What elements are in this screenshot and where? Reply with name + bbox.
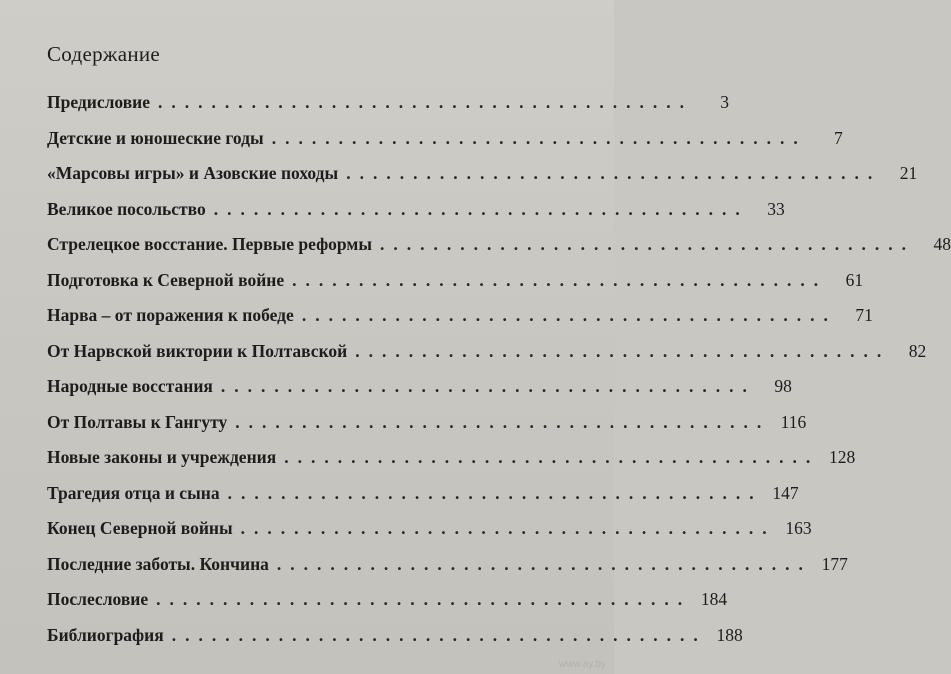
toc-title: Содержание	[47, 42, 161, 66]
toc-entry-page: 177	[821, 553, 848, 574]
watermark: www.ay.by	[558, 659, 606, 670]
dot-leader: ........................................	[240, 518, 776, 538]
dot-leader: ........................................	[213, 198, 749, 219]
toc-entry-page: 71	[855, 305, 873, 325]
dot-leader: ........................................	[301, 305, 837, 325]
toc-entry	[47, 589, 728, 625]
toc-entry-title: От Полтавы к Гангуту	[47, 411, 228, 432]
toc-entry-title: Послесловие	[47, 589, 149, 609]
toc-entry	[47, 269, 864, 306]
dot-leader: ........................................	[292, 269, 828, 290]
toc-entry	[47, 482, 799, 519]
toc-entry-page: 163	[785, 518, 812, 538]
toc-entry-page: 116	[780, 411, 807, 432]
dot-leader: ........................................	[235, 411, 771, 432]
toc-entry	[47, 447, 856, 483]
toc-entry	[47, 340, 927, 377]
toc-entry	[47, 305, 873, 341]
toc-entry	[47, 518, 812, 554]
toc-entry-title: Конец Северной войны	[47, 518, 233, 538]
toc-entry-page: 147	[772, 482, 799, 503]
toc-entry-title: Последние заботы. Кончина	[47, 553, 269, 574]
toc-list	[47, 92, 951, 660]
toc-entry-page: 3	[720, 92, 730, 112]
dot-leader: ........................................	[227, 482, 763, 503]
toc-entry	[47, 92, 730, 128]
toc-entry	[47, 163, 918, 199]
toc-entry-page: 128	[828, 447, 856, 467]
toc-entry-page: 98	[774, 376, 792, 396]
toc-entry	[47, 376, 792, 412]
toc-entry-title: Трагедия отца и сына	[47, 482, 220, 503]
toc-entry	[47, 234, 951, 270]
toc-entry	[47, 411, 807, 448]
toc-entry-page: 7	[833, 127, 843, 148]
toc-entry-title: Предисловие	[47, 92, 151, 112]
toc-entry-title: «Марсовы игры» и Азовские походы	[47, 163, 339, 183]
dot-leader: ........................................	[379, 234, 915, 254]
toc-entry-page: 82	[908, 340, 927, 361]
toc-entry-title: Великое посольство	[47, 198, 206, 219]
toc-entry	[47, 624, 743, 661]
dot-leader: ........................................	[220, 376, 756, 396]
toc-entry-title: Стрелецкое восстание. Первые реформы	[47, 234, 372, 254]
toc-entry-title: Подготовка к Северной войне	[47, 269, 285, 290]
dot-leader: ........................................	[171, 624, 707, 645]
toc-entry-page: 61	[845, 269, 864, 290]
toc-entry-page: 48	[933, 234, 951, 254]
toc-entry-title: Детские и юношеские годы	[47, 127, 264, 148]
toc-entry-page: 184	[700, 589, 728, 609]
toc-entry-title: Библиография	[47, 624, 164, 645]
toc-entry-title: От Нарвской виктории к Полтавской	[47, 340, 348, 361]
dot-leader: ........................................	[276, 553, 812, 574]
toc-entry-page: 188	[716, 624, 743, 645]
dot-leader: ........................................	[346, 163, 882, 183]
dot-leader: ........................................	[156, 589, 692, 609]
toc-entry	[47, 198, 785, 235]
dot-leader: ........................................	[158, 92, 694, 112]
dot-leader: ........................................	[271, 127, 807, 148]
toc-entry-title: Народные восстания	[47, 376, 213, 396]
toc-entry	[47, 127, 843, 164]
toc-entry-page: 33	[767, 198, 785, 219]
toc-entry-title: Нарва – от поражения к победе	[47, 305, 294, 325]
toc-entry-title: Новые законы и учреждения	[47, 447, 277, 467]
dot-leader: ........................................	[355, 340, 891, 361]
toc-entry-page: 21	[899, 163, 918, 183]
toc-entry	[47, 553, 848, 590]
dot-leader: ........................................	[284, 447, 820, 467]
